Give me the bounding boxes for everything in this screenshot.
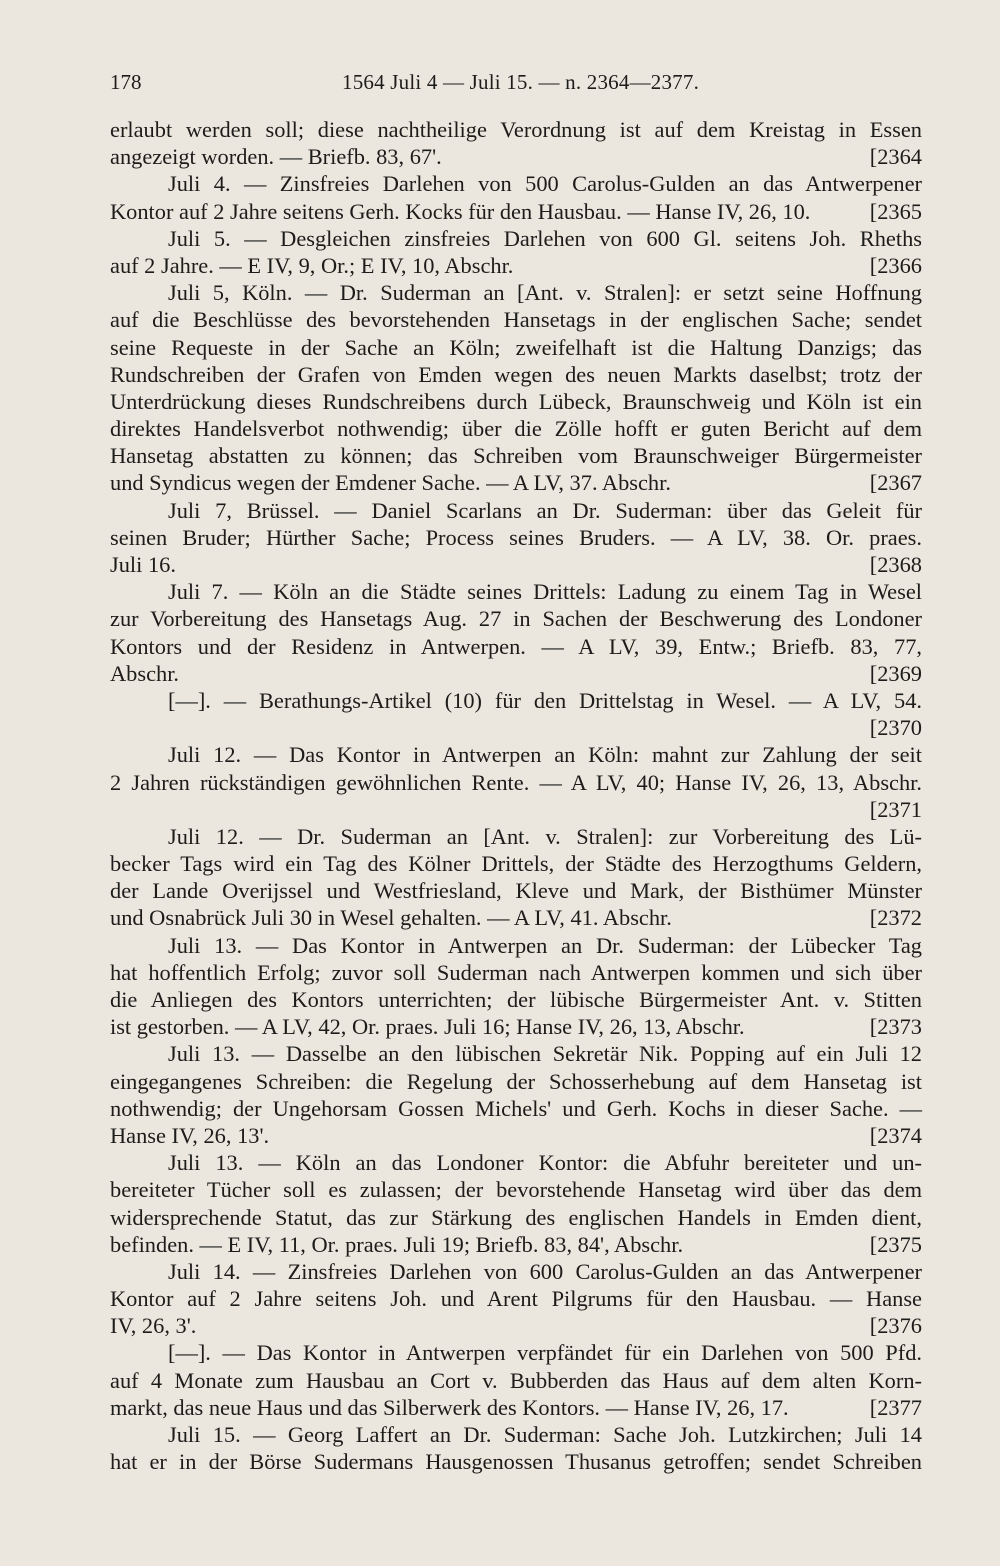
line-text: Kontor auf 2 Jahre seitens Gerh. Kocks für den Hausbau. — Hanse IV, 26, 10.	[110, 198, 811, 224]
line-text: befinden. — E IV, 11, Or. praes. Juli 19; Briefb. 83, 84', Abschr.	[110, 1231, 684, 1257]
text-line	[110, 823, 922, 850]
line-text: zur Vorbereitung des Hansetags Aug. 27 in Sachen der Beschwerung des Londoner	[110, 606, 922, 632]
text-line	[110, 850, 922, 877]
text-line	[110, 1448, 922, 1475]
text-line	[110, 1367, 922, 1394]
line-text: der Lande Overijssel und Westfriesland, Kleve und Mark, der Bisthümer Münster	[110, 878, 922, 904]
entry-number: [2371	[869, 796, 922, 822]
entry-last-line	[110, 252, 922, 279]
entry-number: [2375	[869, 1231, 922, 1257]
line-text: markt, das neue Haus und das Silberwerk des Kontors. — Hanse IV, 26, 17.	[110, 1394, 789, 1420]
line-text: becker Tags wird ein Tag des Kölner Drittels, der Städte des Herzogthums Geldern,	[110, 851, 922, 877]
entry-last-line	[110, 198, 922, 225]
text-line	[110, 1149, 922, 1176]
line-text: seinen Bruder; Hürther Sache; Process seines Bruders. — A LV, 38. Or. praes.	[110, 524, 922, 550]
text-line	[110, 279, 922, 306]
text-line	[110, 1285, 922, 1312]
line-text: Juli 12. — Dr. Suderman an [Ant. v. Stralen]: zur Vorbereitung des Lü-	[168, 823, 922, 849]
line-text: eingegangenes Schreiben: die Regelung der Schosserhebung auf dem Hansetag ist	[110, 1068, 922, 1094]
line-text: 2 Jahren rückständigen gewöhnlichen Rente. — A LV, 40; Hanse IV, 26, 13, Abschr.	[110, 769, 922, 795]
text-line	[110, 877, 922, 904]
text-line	[110, 1204, 922, 1231]
entry-number: [2377	[869, 1394, 922, 1420]
text-line	[110, 741, 922, 768]
text-line	[110, 578, 922, 605]
text-line	[110, 986, 922, 1013]
line-text: [—]. — Das Kontor in Antwerpen verpfändet für ein Darlehen von 500 Pfd.	[168, 1340, 922, 1366]
text-line	[110, 497, 922, 524]
line-text: Abschr.	[110, 660, 180, 686]
line-text: seine Requeste in der Sache an Köln; zweifelhaft ist die Haltung Danzigs; das	[110, 334, 922, 360]
line-text: angezeigt worden. — Briefb. 83, 67'.	[110, 144, 442, 170]
line-text: Juli 5, Köln. — Dr. Suderman an [Ant. v. Stralen]: er setzt seine Hoffnung	[168, 280, 922, 306]
entry-number: [2368	[869, 552, 922, 577]
entry-number: [2373	[869, 1014, 922, 1040]
entry-number: [2367	[869, 470, 922, 496]
text-line	[110, 170, 922, 197]
text-line	[110, 442, 922, 469]
line-text: nothwendig; der Ungehorsam Gossen Michels' und Gerh. Kochs in dieser Sache. —	[110, 1095, 922, 1121]
line-text: Juli 7. — Köln an die Städte seines Drittels: Ladung zu einem Tag in Wesel	[168, 579, 922, 605]
line-text: Juli 12. — Das Kontor in Antwerpen an Köln: mahnt zur Zahlung der seit	[168, 742, 922, 768]
entry-last-line	[110, 1312, 922, 1339]
line-text: auf 2 Jahre. — E IV, 9, Or.; E IV, 10, Abschr.	[110, 252, 514, 278]
line-text: Juli 14. — Zinsfreies Darlehen von 600 Carolus-Gulden an das Antwerpener	[168, 1258, 922, 1284]
line-text: Juli 13. — Köln an das Londoner Kontor: die Abfuhr bereiteter und un-	[168, 1150, 922, 1176]
line-text: Hansetag abstatten zu können; das Schreiben vom Braunschweiger Bürgermeister	[110, 443, 922, 469]
regest-entries	[110, 116, 922, 1475]
entry-number: [2369	[869, 660, 922, 686]
text-line	[110, 1068, 922, 1095]
line-text: widersprechende Statut, das zur Stärkung des englischen Handels in Emden dient,	[110, 1204, 922, 1230]
line-text: und Syndicus wegen der Emdener Sache. — A LV, 37. Abschr.	[110, 470, 671, 496]
text-line	[110, 959, 922, 986]
line-text: auf die Beschlüsse des bevorstehenden Hansetags in der englischen Sache; sendet	[110, 307, 922, 333]
line-text: Unterdrückung dieses Rundschreibens durch Lübeck, Braunschweig und Köln ist ein	[110, 388, 922, 414]
line-text: Juli 4. — Zinsfreies Darlehen von 500 Carolus-Gulden an das Antwerpener	[168, 171, 922, 197]
entry-last-line	[110, 660, 922, 687]
line-text: Juli 5. — Desgleichen zinsfreies Darlehen von 600 Gl. seitens Joh. Rheths	[168, 225, 922, 251]
line-text: Juli 13. — Dasselbe an den lübischen Sekretär Nik. Popping auf ein Juli 12	[168, 1041, 922, 1067]
text-line	[110, 1339, 922, 1366]
line-text: Kontors und der Residenz in Antwerpen. — A LV, 39, Entw.; Briefb. 83, 77,	[110, 633, 922, 659]
page-number: 178	[110, 70, 142, 94]
line-text: Juli 13. — Das Kontor in Antwerpen an Dr. Suderman: der Lübecker Tag	[168, 932, 922, 958]
entry-number: [2376	[869, 1313, 922, 1339]
line-text: ist gestorben. — A LV, 42, Or. praes. Juli 16; Hanse IV, 26, 13, Abschr.	[110, 1014, 745, 1040]
text-line	[110, 1421, 922, 1448]
entry-last-line	[110, 1231, 922, 1258]
line-text: die Anliegen des Kontors unterrichten; der lübische Bürgermeister Ant. v. Stitten	[110, 987, 922, 1012]
text-line	[110, 932, 922, 959]
text-line	[110, 361, 922, 388]
text-line	[110, 1258, 922, 1285]
text-line	[110, 687, 922, 714]
text-line	[110, 769, 922, 796]
text-line	[110, 388, 922, 415]
line-text: Hanse IV, 26, 13'.	[110, 1122, 270, 1148]
entry-last-line	[110, 904, 922, 931]
entry-last-line	[110, 796, 922, 823]
entry-last-line	[110, 1013, 922, 1040]
entry-last-line	[110, 1122, 922, 1149]
line-text: und Osnabrück Juli 30 in Wesel gehalten. — A LV, 41. Abschr.	[110, 905, 672, 931]
text-line	[110, 306, 922, 333]
line-text: Juli 16.	[110, 552, 176, 577]
page-header	[110, 66, 922, 98]
line-text: Juli 15. — Georg Laffert an Dr. Suderman: Sache Joh. Lutzkirchen; Juli 14	[168, 1422, 922, 1447]
entry-number: [2364	[869, 144, 922, 170]
line-text: [—]. — Berathungs-Artikel (10) für den Drittelstag in Wesel. — A LV, 54.	[168, 687, 922, 713]
text-line	[110, 605, 922, 632]
entry-number: [2365	[869, 198, 922, 224]
entry-last-line	[110, 551, 922, 578]
line-text: Kontor auf 2 Jahre seitens Joh. und Arent Pilgrums für den Hausbau. — Hanse	[110, 1286, 922, 1312]
text-line	[110, 1176, 922, 1203]
running-head: 1564 Juli 4 — Juli 15. — n. 2364—2377.	[342, 70, 700, 94]
text-line	[110, 116, 922, 143]
text-line	[110, 1095, 922, 1122]
entry-number: [2370	[869, 715, 922, 741]
entry-number: [2366	[869, 252, 922, 278]
text-line	[110, 225, 922, 252]
line-text: erlaubt werden soll; diese nachtheilige Verordnung ist auf dem Kreistag in Essen	[110, 117, 922, 142]
line-text: Juli 7, Brüssel. — Daniel Scarlans an Dr. Suderman: über das Geleit für	[168, 497, 922, 523]
line-text: hat er in der Börse Sudermans Hausgenossen Thusanus getroffen; sendet Schreiben	[110, 1449, 922, 1475]
entry-number: [2372	[869, 905, 922, 931]
text-line	[110, 524, 922, 551]
line-text: hat hoffentlich Erfolg; zuvor soll Suderman nach Antwerpen kommen und sich über	[110, 959, 922, 985]
line-text: Rundschreiben der Grafen von Emden wegen des neuen Markts daselbst; trotz der	[110, 361, 922, 387]
line-text: IV, 26, 3'.	[110, 1313, 197, 1339]
text-line	[110, 334, 922, 361]
entry-last-line	[110, 469, 922, 496]
line-text: auf 4 Monate zum Hausbau an Cort v. Bubberden das Haus auf dem alten Korn-	[110, 1367, 922, 1393]
line-text: direktes Handelsverbot nothwendig; über die Zölle hofft er guten Bericht auf dem	[110, 416, 922, 442]
entry-last-line	[110, 714, 922, 741]
text-line	[110, 415, 922, 442]
text-line	[110, 1040, 922, 1067]
entry-last-line	[110, 143, 922, 170]
entry-last-line	[110, 1394, 922, 1421]
text-line	[110, 633, 922, 660]
entry-number: [2374	[869, 1122, 922, 1148]
line-text: bereiteter Tücher soll es zulassen; der bevorstehende Hansetag wird über das dem	[110, 1177, 922, 1203]
